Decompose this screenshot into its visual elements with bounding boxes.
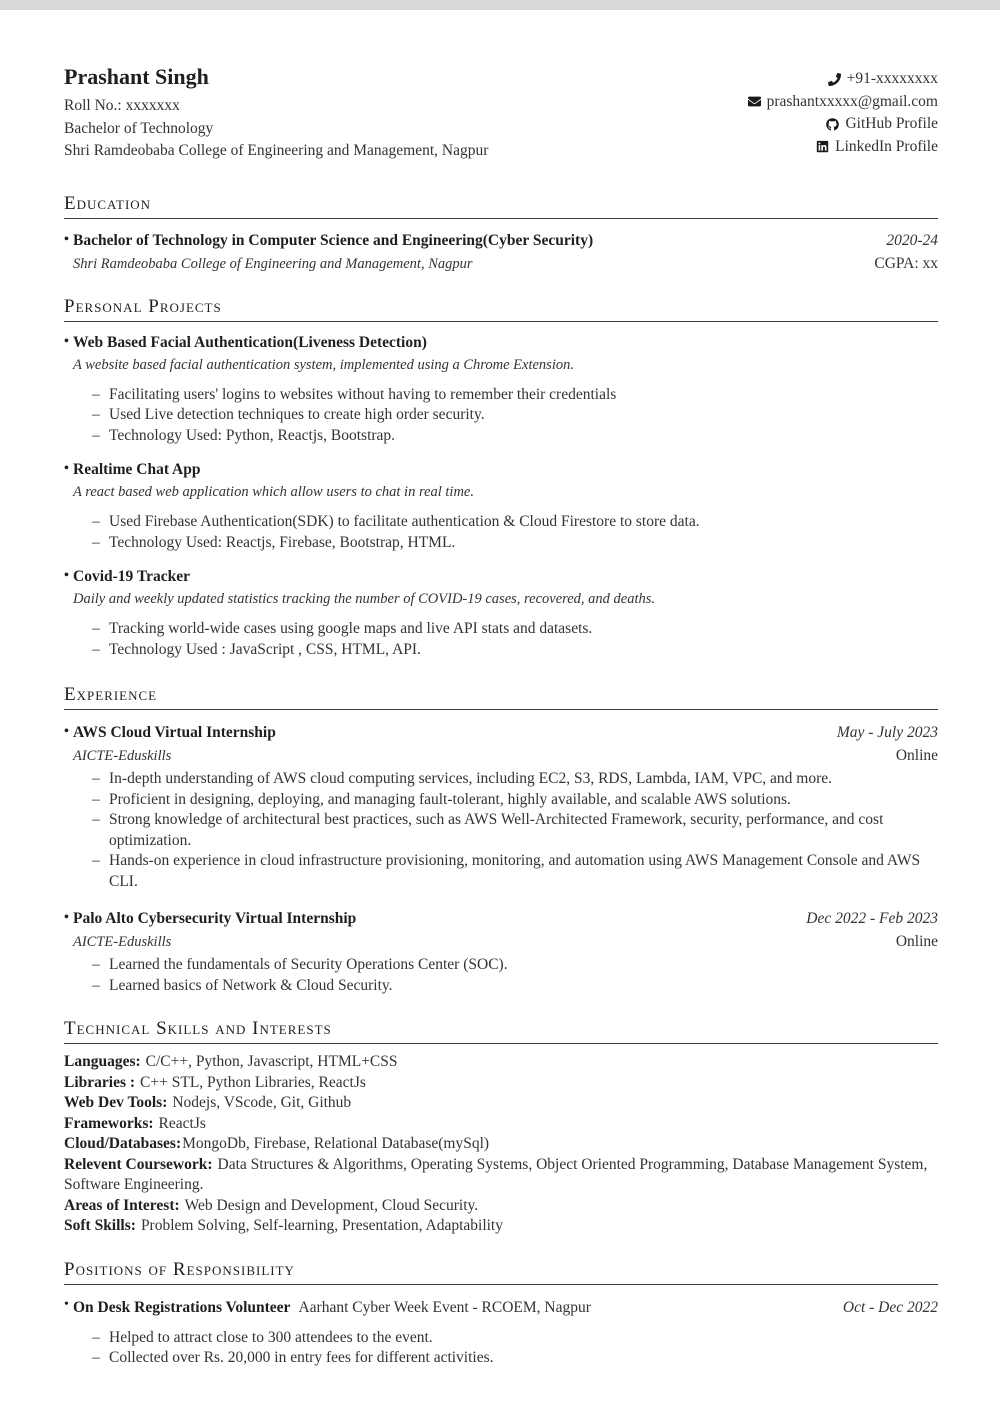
skill-label: Soft Skills:: [64, 1217, 136, 1234]
github-icon: [826, 118, 839, 131]
envelope-icon: [748, 95, 761, 108]
scan-edge-strip: [0, 0, 1000, 10]
project-bullet-list: [92, 619, 938, 660]
phone-number[interactable]: +91-xxxxxxxx: [846, 70, 938, 87]
section-heading-education: Education: [64, 193, 938, 219]
experience-item: [64, 908, 938, 996]
project-bullet-list: [92, 512, 938, 553]
roll-number: Roll No.: xxxxxxx: [64, 97, 180, 114]
skill-row: [64, 1052, 938, 1073]
skill-value: Problem Solving, Self-learning, Presentation, Adaptability: [140, 1217, 503, 1234]
project-bullet: – Technology Used: Python, Reactjs, Bootstrap.: [92, 426, 938, 447]
project-bullet: – Used Live detection techniques to create high order security.: [92, 405, 938, 426]
experience-bullet-list: [92, 955, 938, 996]
project-subtitle: Daily and weekly updated statistics tracking the number of COVID-19 cases, recovered, and deaths.: [73, 591, 656, 607]
position-bullet: – Helped to attract close to 300 attendees to the event.: [92, 1328, 938, 1349]
experience-mode: Online: [895, 933, 938, 950]
skill-label: Relevent Coursework:: [64, 1155, 213, 1173]
education-degree: • Bachelor of Technology in Computer Science and Engineering(Cyber Security): [64, 232, 593, 250]
project-bullet-list: [92, 385, 938, 447]
project-bullet: – Tracking world-wide cases using google maps and live API stats and datasets.: [92, 619, 938, 640]
skill-label: Libraries :: [64, 1073, 136, 1091]
education-school: Shri Ramdeobaba College of Engineering and Management, Nagpur: [73, 255, 473, 272]
skill-value: Web Design and Development, Cloud Security.: [184, 1196, 479, 1214]
experience-bullet: – Proficient in designing, deploying, and managing fault-tolerant, highly available, and scalable AWS solutions.: [92, 790, 938, 811]
skill-value: Nodejs, VScode, Git, Github: [172, 1094, 352, 1111]
skill-value: ReactJs: [158, 1114, 206, 1132]
skills-section: [64, 1018, 938, 1237]
skill-row: [64, 1196, 938, 1217]
experience-bullet: – Strong knowledge of architectural best practices, such as AWS Well-Architected Framework, security, performance, and cost optimization.: [92, 810, 938, 851]
skill-value: C/C++, Python, Javascript, HTML+CSS: [145, 1053, 398, 1070]
experience-item: [64, 722, 938, 892]
project-bullet: – Facilitating users' logins to websites without having to remember their credentials: [92, 385, 938, 406]
experience-bullet: – Hands-on experience in cloud infrastructure provisioning, monitoring, and automation using AWS Management Console and AWS CLI.: [92, 851, 938, 892]
skill-label: Languages:: [64, 1053, 141, 1070]
phone-icon: [828, 73, 841, 86]
college-line: Shri Ramdeobaba College of Engineering and Management, Nagpur: [64, 142, 489, 159]
project-bullet: – Used Firebase Authentication(SDK) to facilitate authentication & Cloud Firestore to store data.: [92, 512, 938, 533]
experience-section: [64, 684, 938, 996]
project-item: [64, 461, 938, 553]
experience-bullet: – In-depth understanding of AWS cloud computing services, including EC2, S3, RDS, Lambda, IAM, VPC, and more.: [92, 769, 938, 790]
email-contact[interactable]: [748, 91, 938, 114]
position-bullet-list: [92, 1328, 938, 1369]
skill-row: [64, 1134, 938, 1155]
experience-bullet: – Learned basics of Network & Cloud Security.: [92, 976, 938, 997]
resume-page: [0, 10, 1000, 1369]
education-section: [64, 193, 938, 274]
linkedin-contact[interactable]: [748, 136, 938, 159]
section-heading-positions: Positions of Responsibility: [64, 1259, 938, 1285]
position-dates: Oct - Dec 2022: [842, 1298, 938, 1316]
experience-bullet-list: [92, 769, 938, 892]
skill-value: MongoDb, Firebase, Relational Database(mySql): [182, 1135, 490, 1152]
education-dates: 2020-24: [886, 231, 938, 249]
header-contacts: [748, 68, 938, 158]
section-heading-skills: Technical Skills and Interests: [64, 1018, 938, 1044]
resume-header: [64, 64, 938, 163]
position-item: [64, 1297, 938, 1369]
github-link[interactable]: GitHub Profile: [845, 115, 938, 132]
skill-row: [64, 1073, 938, 1094]
skill-row: [64, 1093, 938, 1114]
project-title: • Realtime Chat App: [64, 461, 938, 479]
project-subtitle: A website based facial authentication system, implemented using a Chrome Extension.: [73, 356, 574, 373]
linkedin-icon: [816, 140, 829, 153]
project-item: [64, 568, 938, 660]
experience-bullet: – Learned the fundamentals of Security Operations Center (SOC).: [92, 955, 938, 976]
degree-line: Bachelor of Technology: [64, 119, 214, 137]
experience-title: • AWS Cloud Virtual Internship: [64, 724, 276, 742]
skill-label: Areas of Interest:: [64, 1196, 180, 1214]
education-cgpa: CGPA: xx: [874, 254, 938, 272]
education-item: [64, 230, 938, 274]
project-bullet: – Technology Used: Reactjs, Firebase, Bootstrap, HTML.: [92, 533, 938, 554]
project-bullet: – Technology Used : JavaScript , CSS, HTML, API.: [92, 640, 938, 661]
skill-label: Web Dev Tools:: [64, 1094, 168, 1111]
skill-row: [64, 1114, 938, 1135]
skill-value: Data Structures & Algorithms, Operating Systems, Object Oriented Programming, Database Management System, Software Engineering.: [64, 1155, 928, 1193]
linkedin-link[interactable]: LinkedIn Profile: [835, 137, 938, 155]
section-heading-projects: Personal Projects: [64, 296, 938, 322]
project-subtitle: A react based web application which allow users to chat in real time.: [73, 484, 474, 500]
experience-org: AICTE-Eduskills: [73, 748, 172, 764]
projects-section: [64, 296, 938, 661]
experience-org: AICTE-Eduskills: [73, 934, 172, 950]
skills-list: [64, 1052, 938, 1237]
positions-section: [64, 1259, 938, 1369]
github-contact[interactable]: [748, 113, 938, 136]
section-heading-experience: Experience: [64, 684, 938, 710]
project-title: • Web Based Facial Authentication(Liveness Detection): [64, 334, 938, 352]
resume-name: Prashant Singh: [64, 64, 209, 89]
experience-mode: Online: [895, 747, 938, 764]
skill-value: C++ STL, Python Libraries, ReactJs: [140, 1073, 366, 1091]
project-item: [64, 334, 938, 447]
experience-dates: Dec 2022 - Feb 2023: [806, 910, 938, 927]
skill-row: [64, 1216, 938, 1237]
position-bullet: – Collected over Rs. 20,000 in entry fees for different activities.: [92, 1348, 938, 1369]
phone-contact[interactable]: [748, 68, 938, 91]
project-title: • Covid-19 Tracker: [64, 568, 938, 586]
position-detail: Aarhant Cyber Week Event - RCOEM, Nagpur: [298, 1298, 591, 1316]
skill-row: [64, 1155, 938, 1196]
position-title: • On Desk Registrations Volunteer: [73, 1298, 291, 1316]
skill-label: Frameworks:: [64, 1114, 154, 1132]
experience-title: • Palo Alto Cybersecurity Virtual Internship: [64, 910, 356, 928]
skill-label: Cloud/Databases:: [64, 1135, 182, 1152]
email-address[interactable]: prashantxxxxx@gmail.com: [766, 92, 938, 110]
experience-dates: May - July 2023: [836, 724, 938, 741]
